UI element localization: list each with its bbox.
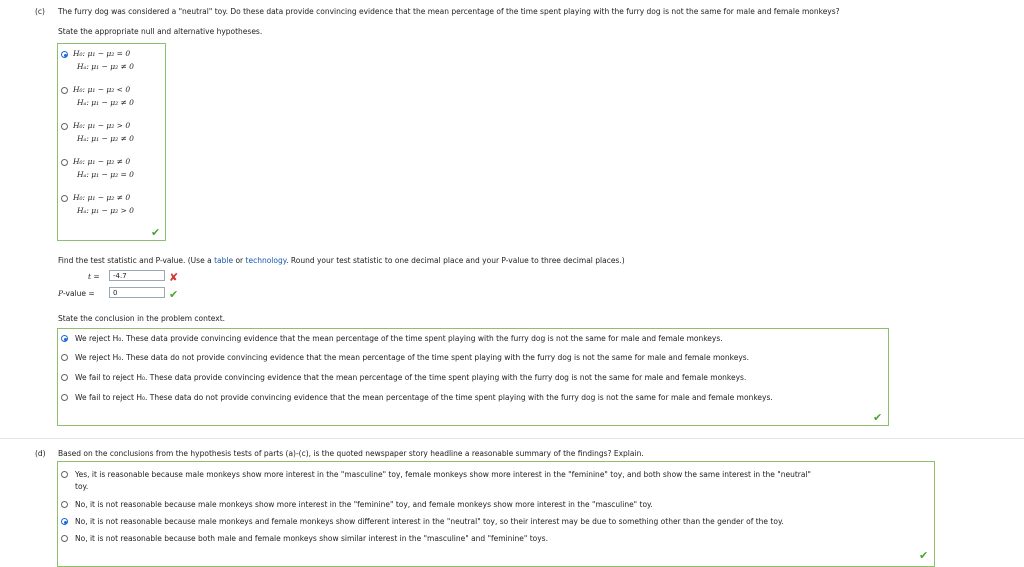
correct-check-icon: ✔ bbox=[151, 226, 161, 239]
part-d-question: Based on the conclusions from the hypothesis tests of parts (a)-(c), is the quoted newspaper story headline a reasonable summary of the findings? Explain. bbox=[58, 449, 644, 458]
option-text: No, it is not reasonable because male monkeys show more interest in the "feminine" toy, and female monkeys show more interest in the "masculine" toy. bbox=[75, 500, 653, 509]
find-statistic-instruction: Find the test statistic and P-value. (Use a table or technology. Round your test statistic to one decimal place and your P-value to three decimal places.) bbox=[58, 256, 625, 265]
conclusion-instruction: State the conclusion in the problem context. bbox=[58, 314, 226, 323]
conclusion-radio[interactable] bbox=[61, 354, 68, 361]
option-text: Yes, it is reasonable because male monkeys show more interest in the "masculine" toy, female monkeys show more interest in the "feminine" toy, and both show the same interest in the "neutral" bbox=[75, 470, 811, 479]
conclusion-text: These data provide convincing evidence that the mean percentage of the time spent playing with the furry dog is not the same for male and female monkeys. bbox=[126, 334, 723, 343]
alternative-hypothesis: Hₐ: μ₁ − μ₂ ≠ 0 bbox=[77, 62, 134, 71]
table-link[interactable]: table bbox=[214, 256, 234, 265]
t-statistic-input[interactable]: -4.7 bbox=[109, 270, 165, 281]
part-c-question: The furry dog was considered a "neutral" toy. Do these data provide convincing evidence that the mean percentage of the time spent playing with the furry dog is not the same for male and female monkeys? bbox=[58, 7, 840, 16]
headline-radio[interactable] bbox=[61, 518, 68, 525]
option-text-continued: toy. bbox=[75, 482, 89, 491]
alternative-hypothesis: Hₐ: μ₁ − μ₂ > 0 bbox=[77, 206, 134, 215]
null-hypothesis: H₀: μ₁ − μ₂ ≠ 0 bbox=[73, 193, 131, 202]
null-hypothesis: H₀: μ₁ − μ₂ ≠ 0 bbox=[73, 157, 131, 166]
conclusion-text: These data provide convincing evidence that the mean percentage of the time spent playing with the furry dog is not the same for male and female monkeys. bbox=[149, 373, 747, 382]
p-value-label: P-value = bbox=[58, 289, 95, 298]
alternative-hypothesis: Hₐ: μ₁ − μ₂ ≠ 0 bbox=[77, 98, 134, 107]
part-c-label: (c) bbox=[35, 7, 45, 16]
t-label: t = bbox=[88, 272, 100, 281]
section-divider bbox=[0, 438, 1024, 439]
conclusion-prefix: We fail to reject H₀. bbox=[75, 393, 148, 402]
conclusion-radio[interactable] bbox=[61, 394, 68, 401]
conclusion-text: These data do not provide convincing evidence that the mean percentage of the time spent playing with the furry dog is not the same for male and female monkeys. bbox=[149, 393, 773, 402]
headline-radio[interactable] bbox=[61, 471, 68, 478]
conclusion-prefix: We reject H₀. bbox=[75, 353, 124, 362]
option-text: No, it is not reasonable because both male and female monkeys show similar interest in the "masculine" and "feminine" toys. bbox=[75, 534, 548, 543]
conclusion-prefix: We fail to reject H₀. bbox=[75, 373, 148, 382]
technology-link[interactable]: technology bbox=[245, 256, 287, 265]
conclusion-radio[interactable] bbox=[61, 374, 68, 381]
hypothesis-radio[interactable] bbox=[61, 195, 68, 202]
conclusion-text: These data do not provide convincing evidence that the mean percentage of the time spent playing with the furry dog is not the same for male and female monkeys. bbox=[126, 353, 750, 362]
headline-radio[interactable] bbox=[61, 535, 68, 542]
null-hypothesis: H₀: μ₁ − μ₂ > 0 bbox=[73, 121, 131, 130]
incorrect-x-icon: ✘ bbox=[169, 271, 179, 284]
null-hypothesis: H₀: μ₁ − μ₂ = 0 bbox=[73, 49, 131, 58]
alternative-hypothesis: Hₐ: μ₁ − μ₂ ≠ 0 bbox=[77, 134, 134, 143]
hypothesis-radio[interactable] bbox=[61, 159, 68, 166]
correct-check-icon: ✔ bbox=[169, 288, 179, 301]
part-d-label: (d) bbox=[35, 449, 46, 458]
conclusion-prefix: We reject H₀. bbox=[75, 334, 124, 343]
correct-check-icon: ✔ bbox=[919, 549, 929, 562]
hypothesis-radio[interactable] bbox=[61, 123, 68, 130]
conclusion-radio[interactable] bbox=[61, 335, 68, 342]
headline-radio[interactable] bbox=[61, 501, 68, 508]
hypothesis-radio[interactable] bbox=[61, 87, 68, 94]
null-hypothesis: H₀: μ₁ − μ₂ < 0 bbox=[73, 85, 131, 94]
hypothesis-radio[interactable] bbox=[61, 51, 68, 58]
option-text: No, it is not reasonable because male monkeys and female monkeys show different interest in the "neutral" toy, so their interest may be due to something other than the gender of the toy. bbox=[75, 517, 784, 526]
alternative-hypothesis: Hₐ: μ₁ − μ₂ = 0 bbox=[77, 170, 134, 179]
correct-check-icon: ✔ bbox=[873, 411, 883, 424]
p-value-input[interactable]: 0 bbox=[109, 287, 165, 298]
hypotheses-instruction: State the appropriate null and alternative hypotheses. bbox=[58, 27, 263, 36]
